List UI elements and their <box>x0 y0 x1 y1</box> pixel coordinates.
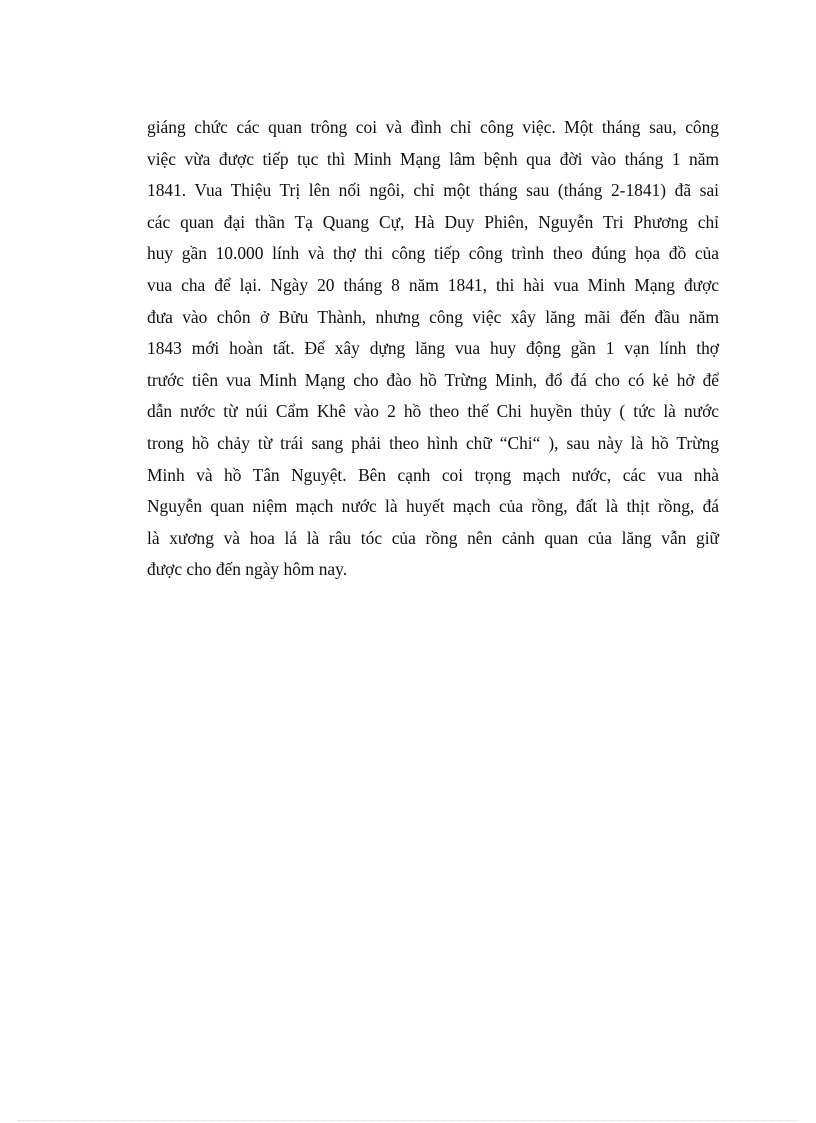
paragraph-line: 1843 mới hoàn tất. Để xây dựng lăng vua huy động gần 1 vạn lính thợ <box>147 338 719 359</box>
paragraph-line: 1841. Vua Thiệu Trị lên nối ngôi, chỉ một tháng sau (tháng 2-1841) đã sai <box>147 180 719 201</box>
paragraph-line: trong hồ chảy từ trái sang phải theo hình chữ “Chi“ ), sau này là hồ Trừng <box>147 432 719 453</box>
paragraph-line: vua cha để lại. Ngày 20 tháng 8 năm 1841, thi hài vua Minh Mạng được <box>147 274 719 295</box>
paragraph-line: dẫn nước từ núi Cẩm Khê vào 2 hồ theo thế Chi huyền thủy ( tức là nước <box>147 401 719 422</box>
paragraph-line: được cho đến ngày hôm nay. <box>147 559 348 580</box>
paragraph-line: các quan đại thần Tạ Quang Cự, Hà Duy Phiên, Nguyễn Tri Phương chỉ <box>147 211 719 232</box>
paragraph-line: giáng chức các quan trông coi và đình chỉ công việc. Một tháng sau, công <box>147 117 719 137</box>
paragraph-line: đưa vào chôn ở Bửu Thành, nhưng công việc xây lăng mãi đến đầu năm <box>147 306 719 327</box>
paragraph-line: trước tiên vua Minh Mạng cho đào hồ Trừng Minh, đổ đá cho có kẻ hở để <box>147 369 719 390</box>
paragraph-line: Nguyễn quan niệm mạch nước là huyết mạch của rồng, đất là thịt rồng, đá <box>147 496 719 517</box>
paragraph-line: Minh và hồ Tân Nguyệt. Bên cạnh coi trọng mạch nước, các vua nhà <box>147 464 719 485</box>
paragraph-line: là xương và hoa lá là râu tóc của rồng nên cảnh quan của lăng vẫn giữ <box>147 527 719 548</box>
paragraph-line: huy gần 10.000 lính và thợ thi công tiếp công trình theo đúng họa đồ của <box>147 243 719 264</box>
body-paragraph <box>147 112 719 586</box>
page-bottom-edge <box>18 1120 798 1121</box>
paragraph-line: việc vừa được tiếp tục thì Minh Mạng lâm bệnh qua đời vào tháng 1 năm <box>147 148 719 169</box>
